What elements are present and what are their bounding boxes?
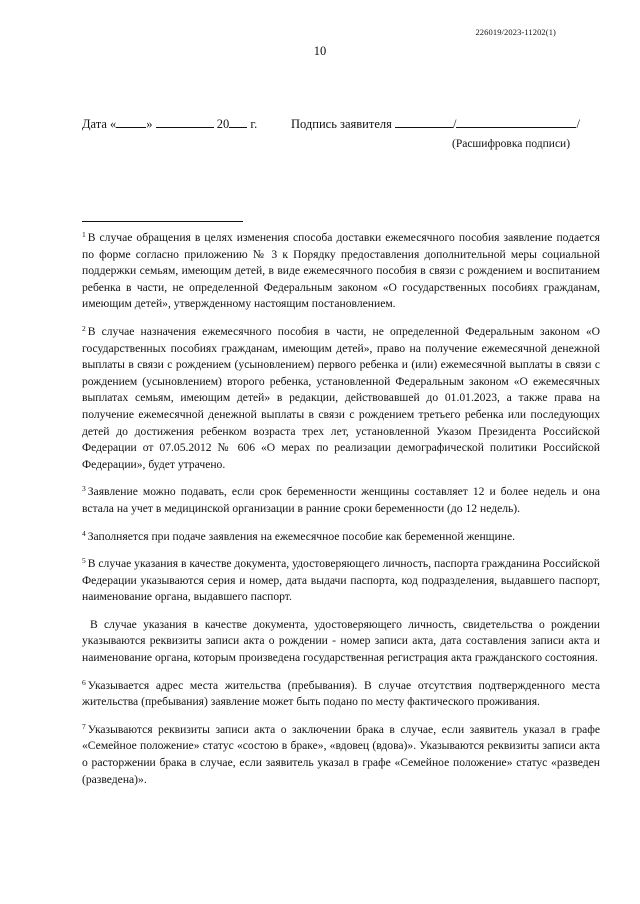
page-number: 10 — [313, 44, 327, 58]
footnote-text: В случае назначения ежемесячного пособия в части, не определенной Федеральным законом «О государственных пособиях гражданам, имеющим детей», право на получение ежемесячной денежной выплаты в связи с рождением (усыновлением) первого ребенка и (или) ежемесячной выплаты в связи с рождением (усыновлением) второго ребенка, установленной Федеральным законом «О ежемесячных выплатах семьям, имеющим детей» в редакции, действовавшей до 01.01.2023, а также права на получение ежемесячной денежной выплаты в связи с рождением третьего ребенка или последующих детей до достижения ребенком возраста трех лет, установленной Указом Президента Российской Федерации от 07.05.2012 № 606 «О мерах по реализации демографической политики Российской Федерации», будет утрачено. — [82, 324, 600, 471]
signature-decoding-blank — [456, 116, 576, 128]
year-prefix: 20 — [216, 117, 230, 131]
signature-separator: / — [452, 117, 457, 131]
footnote-5-continuation — [82, 617, 600, 667]
footnote-marker: 3 — [82, 484, 86, 494]
footnote-text: Указывается адрес места жительства (пребывания). В случае отсутствия подтвержденного места жительства (пребывания) заявление может быть подано по месту фактического проживания. — [82, 678, 600, 709]
footnote-5 — [82, 556, 600, 606]
footnote-1 — [82, 230, 600, 313]
footnote-text: Заявление можно подавать, если срок беременности женщины составляет 12 и более недель и она встала на учет в медицинской организации в ранние сроки беременности (до 12 недель). — [82, 485, 600, 515]
footnote-marker: 6 — [82, 677, 86, 687]
footnote-marker: 4 — [82, 528, 86, 538]
date-mid: » — [146, 117, 153, 131]
footnote-separator — [82, 221, 243, 222]
date-label: Дата « — [82, 117, 117, 131]
signature-block — [291, 116, 580, 132]
signature-decoding-label: (Расшифровка подписи) — [452, 138, 571, 150]
year-blank — [229, 116, 247, 128]
footnote-text: Указываются реквизиты записи акта о заключении брака в случае, если заявитель указал в графе «Семейное положение» статус «состою в браке», «вдовец (вдова)». Указываются реквизиты записи акта о расторжении брака в случае, если заявитель указал в графе «Семейное положение» статус «разведен (разведена)». — [82, 722, 600, 786]
signature-line — [82, 116, 580, 132]
document-id: 226019/2023-11202(1) — [475, 27, 556, 37]
footnote-marker: 2 — [82, 323, 86, 333]
footnote-marker: 1 — [82, 230, 86, 239]
signature-separator-end: / — [576, 117, 580, 131]
footnote-2 — [82, 324, 600, 473]
footnote-text: В случае указания в качестве документа, удостоверяющего личность, паспорта гражданина Российской Федерации указываются серия и номер, дата выдачи паспорта, код подразделения, выдавшего паспорт, наименование органа, выдавшего паспорт. — [82, 557, 600, 604]
footnote-marker: 5 — [82, 556, 86, 566]
footnote-text: Заполняется при подаче заявления на ежемесячное пособие как беременной женщине. — [87, 529, 516, 543]
signature-label: Подпись заявителя — [291, 117, 392, 131]
footnote-text: В случае указания в качестве документа, удостоверяющего личность, свидетельства о рождении указываются реквизиты записи акта о рождении - номер записи акта, дата составления записи акта и наименование органа, которым произведена государственная регистрация акта гражданского состояния. — [82, 617, 600, 665]
footnotes — [82, 230, 600, 799]
signature-blank — [395, 116, 453, 128]
footnote-text: В случае обращения в целях изменения способа доставки ежемесячного пособия заявление подается по форме согласно приложению № 3 к Порядку предоставления дополнительной меры социальной поддержки семьям, имеющим детей, в виде ежемесячного пособия в связи с рождением и воспитанием ребенка в части, не определенной Федеральным законом «О государственных пособиях гражданам, имеющим детей», утвержденному настоящим постановлением. — [82, 231, 600, 311]
footnote-4 — [82, 529, 600, 546]
year-suffix: г. — [250, 117, 258, 131]
footnote-7 — [82, 722, 600, 788]
footnote-marker: 7 — [82, 721, 86, 731]
footnote-6 — [82, 678, 600, 711]
date-day-blank — [116, 116, 146, 128]
footnote-3 — [82, 484, 600, 517]
date-month-blank — [156, 116, 214, 128]
